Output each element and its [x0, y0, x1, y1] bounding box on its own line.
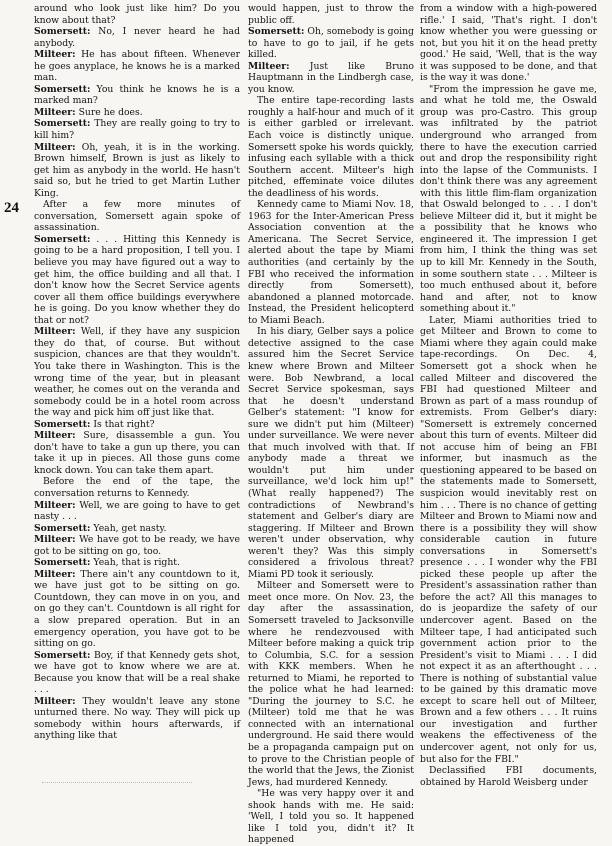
paragraph-text: After a few more minutes of conversation, Somersett again spoke of assassination. [34, 199, 240, 234]
paragraph-text: Milteer and Somersett were to meet once more. On Nov. 23, the day after the assassination, Somersett traveled to Jacksonville where he rendezvoused with Milteer before making a quick trip to Columbia, S.C. for a session with KKK members. When he returned to Miami, he reported to the police what he had learned: "During the journey to S.C. he (Milteer) told me that he was connected with an international underground. He said there would be a propaganda campaign put on to prove to the Christian people of the world that the Jews, the Zionist Jews, had murdered Kennedy. [248, 580, 414, 788]
speaker-label: Somersett: [34, 522, 91, 534]
dialogue-line [34, 650, 240, 696]
paragraph-text: Boy, if that Kennedy gets shot, we have got to know where we are at. Because you know that will be a real shake . . . [34, 649, 240, 696]
dialogue-line [34, 26, 240, 49]
paragraph-text: Kennedy came to Miami Nov. 18, 1963 for the Inter-American Press Association convention at the Americana. The Secret Service, alerted about the tape by Miami authorities (and certainly by the FBI who received the information directly from Somersett), abandoned a planned motorcade. Instead, the President helicopterd to Miami Beach. [248, 199, 414, 326]
paragraph-text: Later, Miami authorities tried to get Milteer and Brown to come to Miami where they again could make tape-recordings. On Dec. 4, Somersett got a shock when he called Milteer and discovered the FBI had questioned Milteer and Brown as part of a mass roundup of extremists. From Gelber's diary: "Somersett is extremely concerned about this turn of events. Milteer did not accuse him of being an FBI informer, but inasmuch as the questioning appeared to be based on the statements made to Somersett, suspicion would inevitably rest on him . . . There is no chance of getting Milteer and Brown to Miami now and there is a possibility they will show considerable caution in future conversations in Somersett's presence . . . I wonder why the FBI picked these people up after the President's assassination rather than before the act? All this manages to do is jeopardize the safety of our undercover agent. Based on the Milteer tape, I had anticipated such government action prior to the President's visit to Miami . . . I did not expect it as an afterthought . . . There is nothing of substantial value to be gained by this dramatic move except to scare hell out of Milteer, Brown and a few others . . . It ruins our investigation and further weakens the effectiveness of the undercover agent, not only for us, but also for the FBI." [420, 314, 597, 765]
body-paragraph [248, 788, 414, 846]
body-paragraph [248, 326, 414, 580]
dialogue-line [34, 534, 240, 557]
speaker-label: Milteer: [248, 60, 290, 72]
paragraph-text: No, I never heard he had anybody. [34, 26, 240, 49]
paragraph-text: In his diary, Gelber says a police detective assigned to the case assured him the Secret Service knew where Brown and Milteer were. Bob Newbrand, a local Secret Service spokesman, says that he doesn't understand Gelber's statement: "I know for sure we didn't put him (Milteer) under surveillance. We were never that much involved with that. If anybody made a threat we wouldn't put him under surveillance, we'd lock him up!" (What really happened?) The contradictions of Newbrand's statement and Gelber's diary are staggering. If Milteer and Brown weren't under observation, why weren't they? Was this simply considered a frivolous threat? Miami PD took it seriously. [248, 326, 414, 580]
speaker-label: Milteer: [34, 568, 76, 580]
speaker-label: Somersett: [34, 233, 91, 245]
paragraph-text: . . . Hitting this Kennedy is going to be a hard proposition, I tell you. I believe you may have figured out a way to get him, the office building and all that. I don't know how the Secret Service agents cover all them office buildings everywhere he is going. Do you know whether they do that or not? [34, 233, 240, 326]
body-paragraph [34, 3, 240, 26]
paragraph-text: would happen, just to throw the public off. [248, 3, 414, 26]
paragraph-text: Sure, disassemble a gun. You don't have to take a gun up there, you can take it up in pieces. All those guns come knock down. You can take them apart. [34, 430, 240, 476]
paragraph-text: "He was very happy over it and shook hands with me. He said: 'Well, I told you so. It happened like I told you, didn't it? It happened [248, 788, 414, 846]
dialogue-line [34, 142, 240, 200]
body-paragraph [34, 476, 240, 499]
dialogue-line [34, 326, 240, 418]
speaker-label: Somersett: [34, 83, 91, 95]
paragraph-text: Oh, somebody is going to have to go to jail, if he gets killed. [248, 26, 414, 61]
dialogue-line [34, 84, 240, 107]
dialogue-line [34, 234, 240, 326]
body-paragraph [34, 199, 240, 234]
paragraph-text: "From the impression he gave me, and what he told me, the Oswald group was pro-Castro. This group was infiltrated by the patriot underground who arranged from there to have the execution carried out and drop the responsibility right into the lapse of the Communists. I don't think there was any agreement with this little flim-flam organization that Oswald belonged to . . . I don't believe Milteer did it, but it might be a possibility that he knows who engineered it. The impression I get from him, I think the thing was set up to kill Mr. Kennedy in the South, in some southern state . . . Milteer is too much enthused about it, before hand and after, not to know something about it." [420, 83, 597, 315]
print-smudge [42, 782, 192, 787]
paragraph-text: Sure he does. [78, 106, 143, 118]
speaker-label: Milteer: [34, 534, 76, 546]
speaker-label: Somersett: [34, 118, 91, 130]
paragraph-text: around who look just like him? Do you know about that? [34, 3, 240, 26]
paragraph-text: There ain't any countdown to it, we have just got to be sitting on go. Countdown, they can move in on you, and on go they can't. Countdown is all right for a slow prepared operation. But in an emergency operation, you have got to be sitting on go. [34, 568, 240, 650]
paragraph-text: Declassified FBI documents, obtained by Harold Weisberg under [420, 765, 597, 788]
paragraph-text: He has about fifteen. Whenever he goes anyplace, he knows he is a marked man. [34, 49, 240, 84]
paragraph-text: Is that right? [93, 418, 155, 430]
dialogue-line [34, 118, 240, 141]
dialogue-line [34, 569, 240, 650]
dialogue-line [34, 430, 240, 476]
dialogue-line [34, 49, 240, 84]
page-number: 24 [4, 200, 19, 216]
body-paragraph [248, 199, 414, 326]
speaker-label: Somersett: [34, 649, 91, 661]
paragraph-text: The entire tape-recording lasts roughly a half-hour and much of it is either garbled or irrelevant. Each voice is distinctly unique. Somersett spoke his words quickly, infusing each syllable with a thick Southern accent. Milteer's high pitched, effeminate voice dilutes the deadliness of his words. [248, 95, 414, 199]
paragraph-text: Oh, yeah, it is in the working. Brown himself, Brown is just as likely to get him as anybody in the world. He hasn't said so, but he tried to get Martin Luther King. [34, 141, 240, 199]
speaker-label: Milteer: [34, 49, 76, 61]
speaker-label: Milteer: [34, 326, 76, 338]
paragraph-text: Yeah, get nasty. [93, 522, 167, 534]
speaker-label: Somersett: [34, 26, 91, 38]
body-paragraph [248, 3, 414, 26]
speaker-label: Milteer: [34, 695, 76, 707]
text-column-3 [420, 3, 597, 789]
dialogue-line [34, 500, 240, 523]
paragraph-text: from a window with a high-powered rifle.' I said, 'That's right. I don't know whether you were guessing or not, but you hit it on the head pretty good.' He said, 'Well, that is the way it was supposed to be done, and that is the way it was done.' [420, 3, 597, 84]
dialogue-line [248, 26, 414, 61]
speaker-label: Milteer: [34, 141, 76, 153]
text-column-1 [34, 3, 240, 789]
dialogue-line [34, 557, 240, 569]
body-paragraph [248, 95, 414, 199]
paragraph-text: Just like Bruno Hauptmann in the Lindbergh case, you know. [248, 60, 414, 95]
dialogue-line [248, 61, 414, 96]
body-paragraph [248, 580, 414, 788]
paragraph-text: You think he knows he is a marked man? [34, 83, 240, 107]
paragraph-text: Before the end of the tape, the conversation returns to Kennedy. [34, 476, 240, 499]
body-paragraph [420, 765, 597, 788]
text-column-2 [248, 3, 414, 846]
body-paragraph [420, 315, 597, 765]
speaker-label: Somersett: [34, 418, 91, 430]
speaker-label: Milteer: [34, 499, 76, 511]
paragraph-text: Well, we are going to have to get nasty . . . [34, 499, 240, 523]
paragraph-text: Well, if they have any suspicion they do that, of course. But without suspicion, chances are that they wouldn't. You take there in Washington. This is the wrong time of the year, but in pleasant weather, he comes out on the veranda and somebody could be in a hotel room across the way and pick him off just like that. [34, 326, 240, 419]
dialogue-line [34, 523, 240, 535]
paragraph-text: They are really going to try to kill him? [34, 118, 240, 142]
dialogue-line [34, 419, 240, 431]
paragraph-text: Yeah, that is right. [93, 557, 180, 569]
dialogue-line [34, 696, 240, 742]
dialogue-line [34, 107, 240, 119]
speaker-label: Milteer: [34, 430, 76, 442]
body-paragraph [420, 84, 597, 315]
speaker-label: Somersett: [34, 557, 91, 569]
body-paragraph [420, 3, 597, 84]
speaker-label: Milteer: [34, 106, 76, 118]
paragraph-text: They wouldn't leave any stone unturned there. No way. They will pick up somebody within hours afterwards, if anything like that [34, 695, 240, 742]
paragraph-text: We have got to be ready, we have got to be sitting on go, too. [34, 534, 240, 557]
speaker-label: Somersett: [248, 26, 305, 38]
